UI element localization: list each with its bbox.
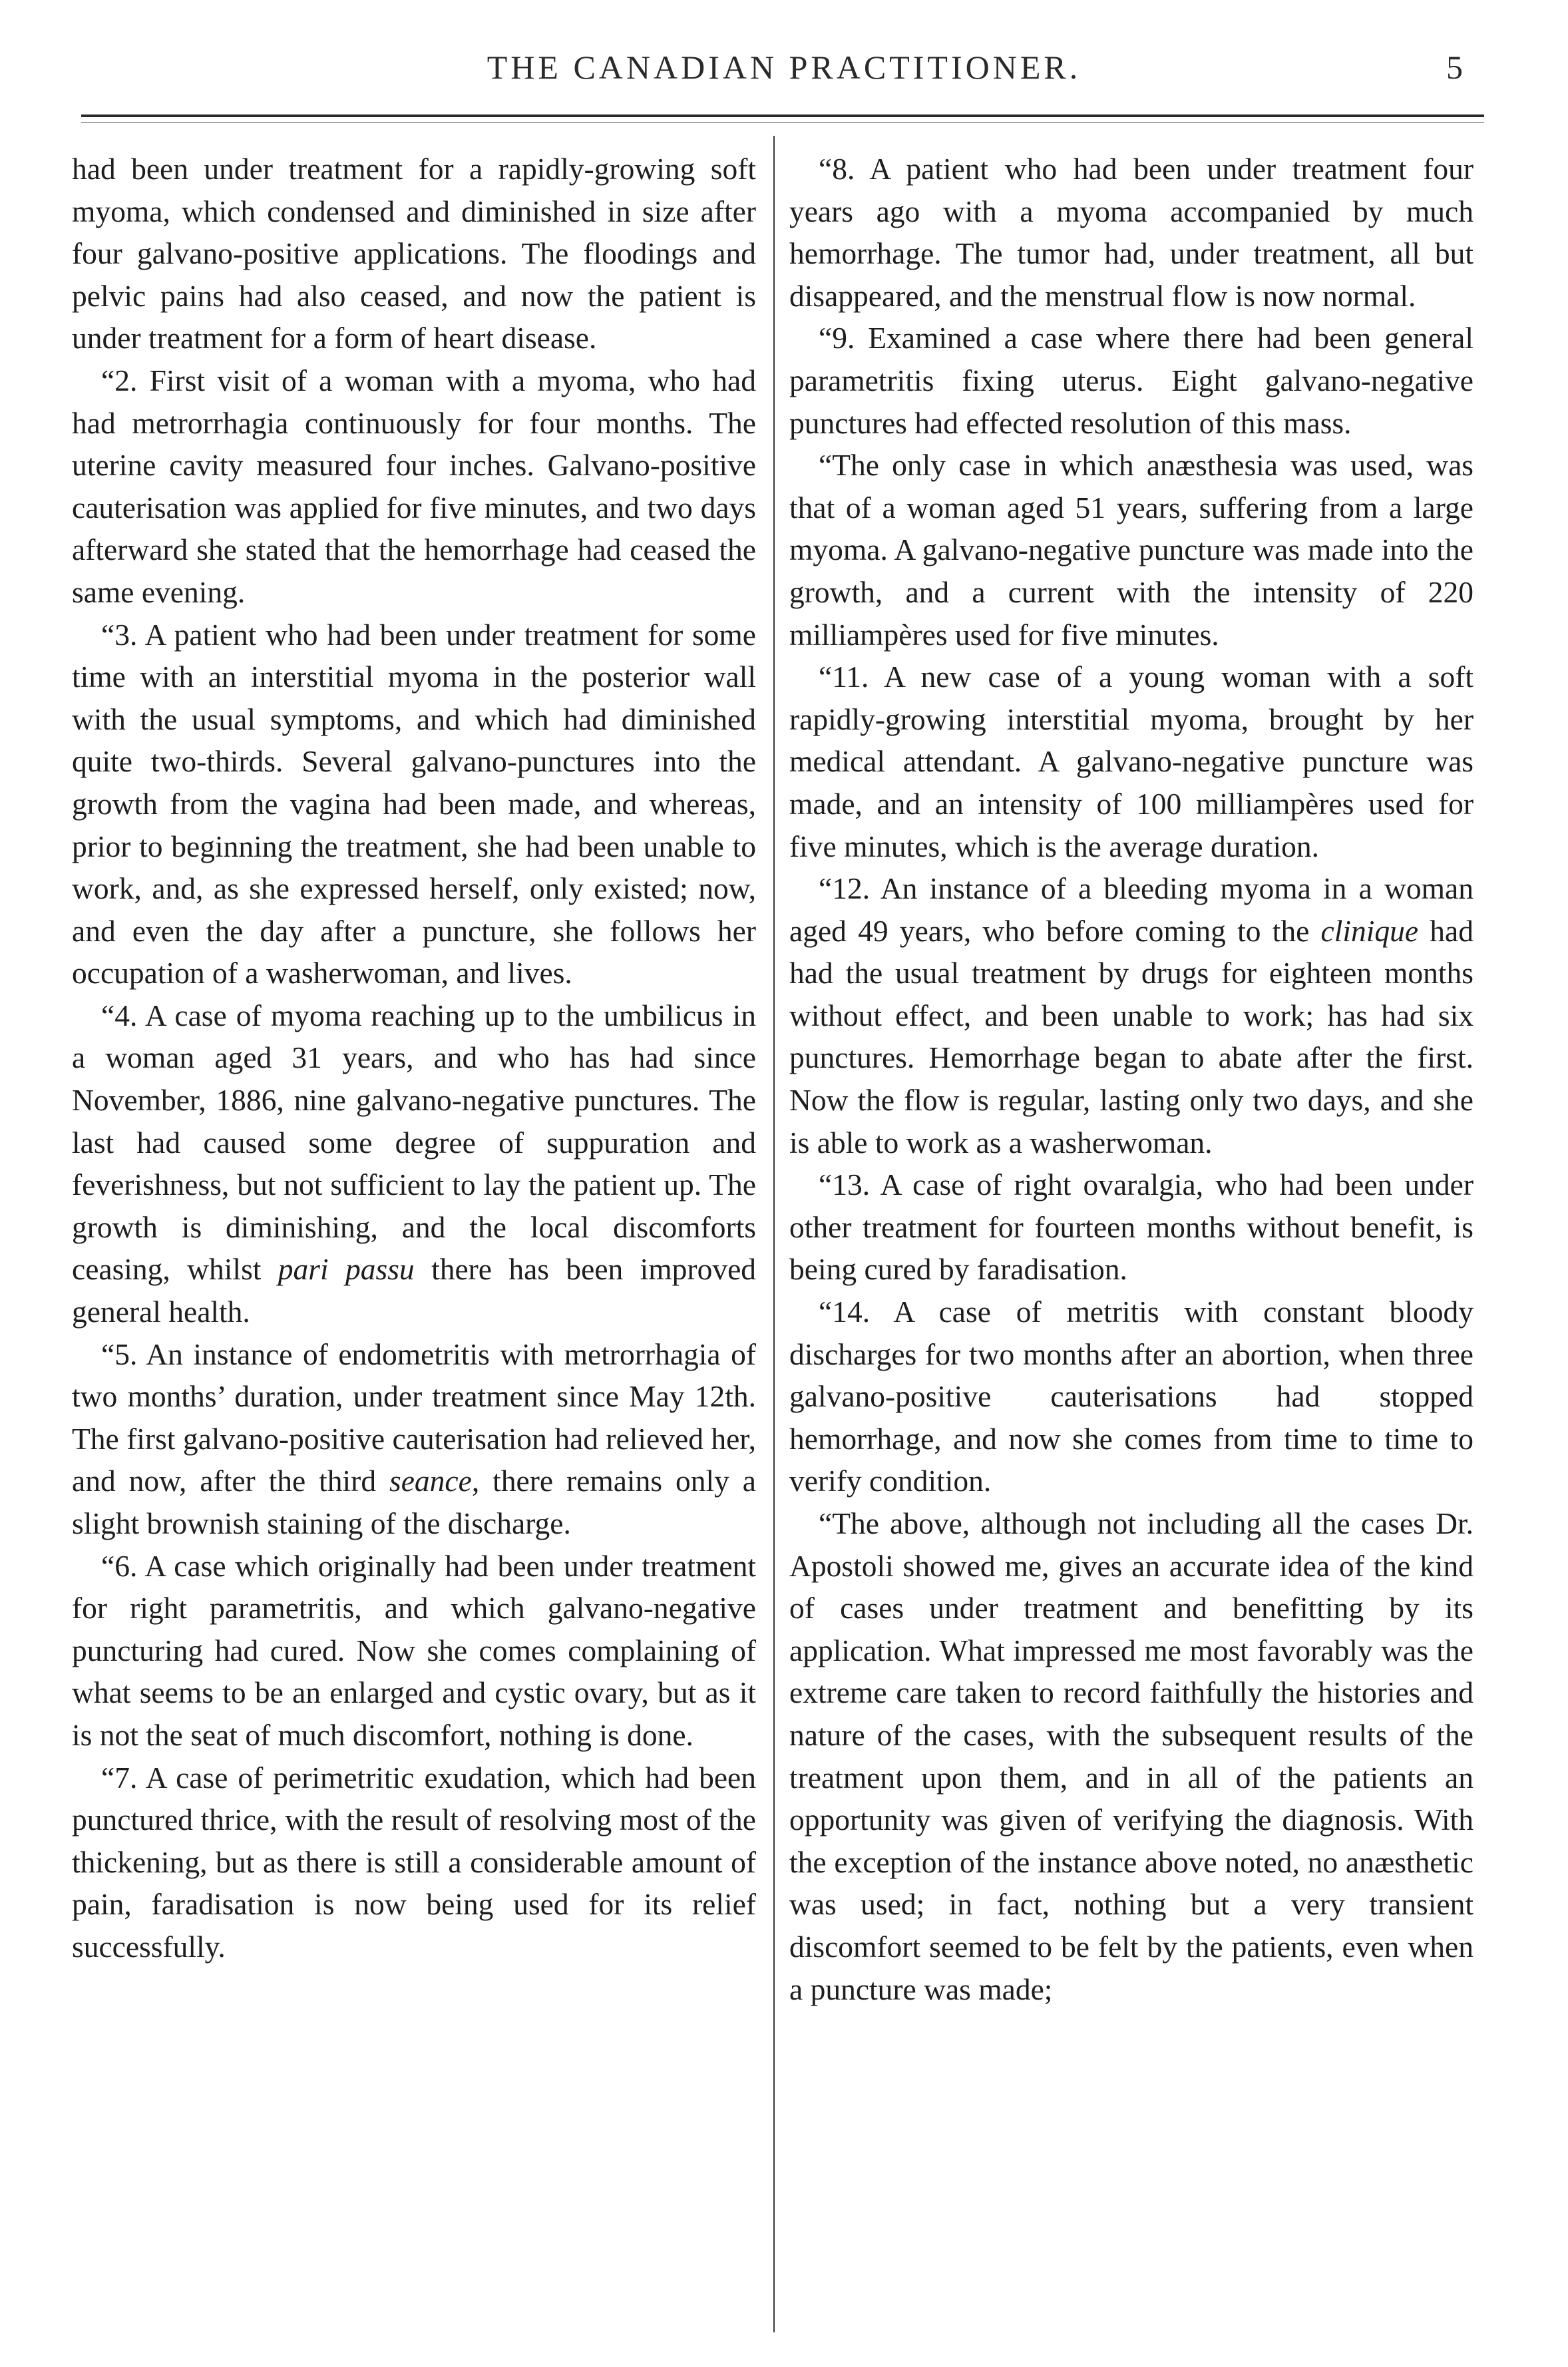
case-12-italic-term: clinique [1320,913,1419,948]
paragraph-anaesthesia-case: “The only case in which anæsthesia was used, was that of a woman aged 51 years, suffering from a large myoma. A galvano-negative puncture was made into the growth, and a current with the intensity of 220 milliampères used for five minutes. [789,448,1473,652]
paragraph-case-8: “8. A patient who had been under treatment four years ago with a myoma accompanied by much hemorrhage. The tumor had, under treatment, all but disappeared, and the menstrual flow is now normal. [789,152,1473,313]
case-12-text-b: had had the usual treatment by drugs for eighteen months without effect, and been unable to work; has had six punctures. Hemorrhage began to abate after the first. Now the flow is regular, lasting only two days, and she is able to work as a washerwoman. [789,913,1473,1160]
case-5-italic-term: seance [389,1464,472,1498]
paragraph-case-12 [789,867,1473,1164]
paragraph-case-3: “3. A patient who had been under treatment for some time with an interstitial myoma in the posterior wall with the usual symptoms, and which had diminished quite two-thirds. Several galvano-punctures into the growth from the vagina had been made, and whereas, prior to beginning the treatment, she had been unable to work, and, as she expressed herself, only existed; now, and even the day after a puncture, she follows her occupation of a washerwoman, and lives. [72,617,756,990]
paragraph-case-13: “13. A case of right ovaralgia, who had been under other treatment for fourteen months without benefit, is being cured by faradisation. [789,1168,1473,1287]
page-header [0,43,1568,103]
journal-title: THE CANADIAN PRACTITIONER. [487,49,1081,86]
paragraph-case-4 [72,994,756,1333]
paragraph-summary: “The above, although not including all the cases Dr. Apostoli showed me, gives an accurate idea of the kind of cases under treatment and benefitting by its application. What impressed me most favorably was the extreme care taken to record faithfully the histories and nature of the cases, with the subsequent results of the treatment upon them, and in all of the patients an opportunity was given of verifying the diagnosis. With the exception of the instance above noted, no anæsthetic was used; in fact, nothing but a very transient discomfort seemed to be felt by the patients, even when a puncture was made; [789,1506,1473,2006]
column-divider [773,136,775,2332]
paragraph-case-5 [72,1333,756,1545]
paragraph-case-6: “6. A case which originally had been under treatment for right parametritis, and which galvano-negative puncturing had cured. Now she comes complaining of what seems to be an enlarged and cystic ovary, but as it is not the seat of much discomfort, nothing is done. [72,1548,756,1752]
paragraph-case-11: “11. A new case of a young woman with a soft rapidly-growing interstitial myoma, brought by her medical attendant. A galvano-negative puncture was made, and an intensity of 100 milliampères used for five minutes, which is the average duration. [789,660,1473,863]
paragraph-case-1-continued: had been under treatment for a rapidly-growing soft myoma, which condensed and diminished in size after four galvano-positive applications. The floodings and pelvic pains had also ceased, and now the patient is under treatment for a form of heart disease. [72,152,756,355]
page-number: 5 [1446,49,1463,86]
paragraph-case-2: “2. First visit of a woman with a myoma, who had had metrorrhagia continuously for four months. The uterine cavity measured four inches. Galvano-positive cauterisation was applied for five minutes, and two days afterward she stated that the hemorrhage had ceased the same evening. [72,363,756,609]
paragraph-case-14: “14. A case of metritis with constant bloody discharges for two months after an abortion, when three galvano-positive cauterisations had stopped hemorrhage, and now she comes from time to time to verify condition. [789,1295,1473,1498]
case-4-text-a: “4. A case of myoma reaching up to the umbilicus in a woman aged 31 years, and who has had since November, 1886, nine galvano-negative punctures. The last had caused some degree of suppuration and feverishness, but not sufficient to lay the patient up. The growth is diminishing, and the local discomforts ceasing, whilst [72,998,756,1287]
case-4-text-b: there has been improved general health. [72,1252,757,1329]
paragraph-case-7: “7. A case of perimetritic exudation, which had been punctured thrice, with the result of resolving most of the thickening, but as there is still a considerable amount of pain, faradisation is now being used for its relief successfully. [72,1760,756,1964]
right-column [789,148,1473,2010]
case-4-italic-term: pari passu [278,1252,415,1287]
case-5-text-a: “5. An instance of endometritis with metrorrhagia of two months’ duration, under treatment since May 12th. The first galvano-positive cauterisation had relieved her, and now, after the third [72,1337,756,1498]
header-rule-thin [81,122,1484,123]
left-column [72,148,756,1968]
header-rule-thick [81,114,1484,117]
paragraph-case-9: “9. Examined a case where there had been general parametritis fixing uterus. Eight galvano-negative punctures had effected resolution of this mass. [789,321,1473,440]
case-5-text-b: , there remains only a slight brownish staining of the discharge. [72,1464,756,1540]
case-12-text-a: “12. An instance of a bleeding myoma in a woman aged 49 years, who before coming to the [789,871,1473,948]
